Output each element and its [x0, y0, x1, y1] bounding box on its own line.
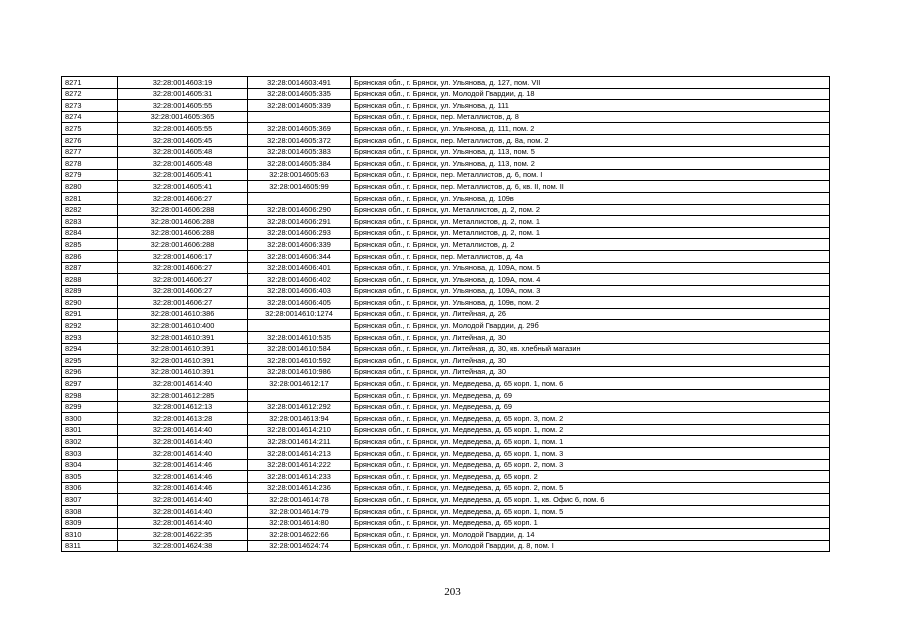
- object-cadastral-number-cell: 32:28:0014605:372: [248, 134, 351, 146]
- object-cadastral-number-cell: 32:28:0014605:63: [248, 169, 351, 181]
- object-cadastral-number-cell: 32:28:0014605:335: [248, 88, 351, 100]
- object-cadastral-number-cell: 32:28:0014605:339: [248, 100, 351, 112]
- parcel-cadastral-number-cell: 32:28:0014610:391: [118, 355, 248, 367]
- address-cell: Брянская обл., г. Брянск, ул. Металлистов, д. 2: [351, 239, 830, 251]
- address-cell: Брянская обл., г. Брянск, ул. Ульянова, д. 111: [351, 100, 830, 112]
- row-number-cell: 8287: [62, 262, 118, 274]
- table-row: [62, 262, 830, 274]
- object-cadastral-number-cell: 32:28:0014605:99: [248, 181, 351, 193]
- object-cadastral-number-cell: 32:28:0014612:17: [248, 378, 351, 390]
- row-number-cell: 8280: [62, 181, 118, 193]
- parcel-cadastral-number-cell: 32:28:0014603:19: [118, 77, 248, 89]
- table-row: [62, 134, 830, 146]
- parcel-cadastral-number-cell: 32:28:0014606:27: [118, 297, 248, 309]
- row-number-cell: 8303: [62, 448, 118, 460]
- row-number-cell: 8298: [62, 390, 118, 402]
- row-number-cell: 8275: [62, 123, 118, 135]
- address-cell: Брянская обл., г. Брянск, ул. Литейная, д. 30: [351, 366, 830, 378]
- table-row: [62, 320, 830, 332]
- table-row: [62, 181, 830, 193]
- row-number-cell: 8304: [62, 459, 118, 471]
- register-table: [61, 76, 830, 552]
- object-cadastral-number-cell: 32:28:0014610:1274: [248, 308, 351, 320]
- row-number-cell: 8310: [62, 529, 118, 541]
- address-cell: Брянская обл., г. Брянск, ул. Ульянова, д. 109А, пом. 3: [351, 285, 830, 297]
- table-row: [62, 413, 830, 425]
- address-cell: Брянская обл., г. Брянск, ул. Медведева, д. 65 корп. 3, пом. 2: [351, 413, 830, 425]
- object-cadastral-number-cell: 32:28:0014610:584: [248, 343, 351, 355]
- table-row: [62, 401, 830, 413]
- address-cell: Брянская обл., г. Брянск, ул. Ульянова, д. 109А, пом. 4: [351, 274, 830, 286]
- parcel-cadastral-number-cell: 32:28:0014606:288: [118, 204, 248, 216]
- address-cell: Брянская обл., г. Брянск, ул. Ульянова, д. 109в, пом. 2: [351, 297, 830, 309]
- address-cell: Брянская обл., г. Брянск, ул. Литейная, д. 30, кв. хлебный магазин: [351, 343, 830, 355]
- parcel-cadastral-number-cell: 32:28:0014605:48: [118, 158, 248, 170]
- row-number-cell: 8277: [62, 146, 118, 158]
- parcel-cadastral-number-cell: 32:28:0014606:27: [118, 274, 248, 286]
- address-cell: Брянская обл., г. Брянск, ул. Медведева, д. 65 корп. 1, пом. 6: [351, 378, 830, 390]
- row-number-cell: 8271: [62, 77, 118, 89]
- row-number-cell: 8276: [62, 134, 118, 146]
- row-number-cell: 8278: [62, 158, 118, 170]
- address-cell: Брянская обл., г. Брянск, ул. Медведева, д. 65 корп. 1, пом. 2: [351, 424, 830, 436]
- parcel-cadastral-number-cell: 32:28:0014605:48: [118, 146, 248, 158]
- object-cadastral-number-cell: 32:28:0014606:290: [248, 204, 351, 216]
- parcel-cadastral-number-cell: 32:28:0014606:27: [118, 192, 248, 204]
- object-cadastral-number-cell: 32:28:0014603:491: [248, 77, 351, 89]
- address-cell: Брянская обл., г. Брянск, пер. Металлистов, д. 6, пом. I: [351, 169, 830, 181]
- object-cadastral-number-cell: 32:28:0014605:384: [248, 158, 351, 170]
- parcel-cadastral-number-cell: 32:28:0014610:386: [118, 308, 248, 320]
- parcel-cadastral-number-cell: 32:28:0014610:391: [118, 332, 248, 344]
- parcel-cadastral-number-cell: 32:28:0014614:46: [118, 471, 248, 483]
- address-cell: Брянская обл., г. Брянск, ул. Медведева, д. 69: [351, 390, 830, 402]
- row-number-cell: 8282: [62, 204, 118, 216]
- parcel-cadastral-number-cell: 32:28:0014605:45: [118, 134, 248, 146]
- address-cell: Брянская обл., г. Брянск, ул. Молодой Гвардии, д. 29б: [351, 320, 830, 332]
- table-row: [62, 436, 830, 448]
- row-number-cell: 8307: [62, 494, 118, 506]
- object-cadastral-number-cell: 32:28:0014606:401: [248, 262, 351, 274]
- table-row: [62, 517, 830, 529]
- row-number-cell: 8300: [62, 413, 118, 425]
- parcel-cadastral-number-cell: 32:28:0014614:40: [118, 436, 248, 448]
- row-number-cell: 8284: [62, 227, 118, 239]
- parcel-cadastral-number-cell: 32:28:0014606:288: [118, 239, 248, 251]
- parcel-cadastral-number-cell: 32:28:0014605:31: [118, 88, 248, 100]
- address-cell: Брянская обл., г. Брянск, ул. Медведева, д. 65 корп. 1, пом. 3: [351, 448, 830, 460]
- address-cell: Брянская обл., г. Брянск, ул. Литейная, д. 30: [351, 332, 830, 344]
- table-row: [62, 378, 830, 390]
- address-cell: Брянская обл., г. Брянск, ул. Литейная, д. 30: [351, 355, 830, 367]
- parcel-cadastral-number-cell: 32:28:0014610:391: [118, 366, 248, 378]
- row-number-cell: 8292: [62, 320, 118, 332]
- object-cadastral-number-cell: 32:28:0014606:293: [248, 227, 351, 239]
- row-number-cell: 8294: [62, 343, 118, 355]
- object-cadastral-number-cell: 32:28:0014606:291: [248, 216, 351, 228]
- address-cell: Брянская обл., г. Брянск, ул. Ульянова, д. 113, пом. 2: [351, 158, 830, 170]
- address-cell: Брянская обл., г. Брянск, ул. Медведева, д. 65 корп. 2, пом. 5: [351, 482, 830, 494]
- table-row: [62, 471, 830, 483]
- address-cell: Брянская обл., г. Брянск, ул. Медведева, д. 65 корп. 1, пом. 1: [351, 436, 830, 448]
- parcel-cadastral-number-cell: 32:28:0014614:40: [118, 424, 248, 436]
- table-row: [62, 123, 830, 135]
- object-cadastral-number-cell: 32:28:0014606:405: [248, 297, 351, 309]
- object-cadastral-number-cell: 32:28:0014606:403: [248, 285, 351, 297]
- object-cadastral-number-cell: 32:28:0014614:80: [248, 517, 351, 529]
- table-row: [62, 343, 830, 355]
- parcel-cadastral-number-cell: 32:28:0014614:40: [118, 494, 248, 506]
- row-number-cell: 8309: [62, 517, 118, 529]
- address-cell: Брянская обл., г. Брянск, пер. Металлистов, д. 8а, пом. 2: [351, 134, 830, 146]
- row-number-cell: 8289: [62, 285, 118, 297]
- table-row: [62, 424, 830, 436]
- parcel-cadastral-number-cell: 32:28:0014606:288: [118, 227, 248, 239]
- object-cadastral-number-cell: 32:28:0014614:222: [248, 459, 351, 471]
- row-number-cell: 8273: [62, 100, 118, 112]
- address-cell: Брянская обл., г. Брянск, ул. Молодой Гвардии, д. 14: [351, 529, 830, 541]
- address-cell: Брянская обл., г. Брянск, ул. Литейная, д. 26: [351, 308, 830, 320]
- address-cell: Брянская обл., г. Брянск, ул. Медведева, д. 65 корп. 1, кв. Офис 6, пом. 6: [351, 494, 830, 506]
- address-cell: Брянская обл., г. Брянск, ул. Молодой Гвардии, д. 18: [351, 88, 830, 100]
- object-cadastral-number-cell: [248, 390, 351, 402]
- table-row: [62, 285, 830, 297]
- parcel-cadastral-number-cell: 32:28:0014614:40: [118, 448, 248, 460]
- table-row: [62, 250, 830, 262]
- table-row: [62, 540, 830, 552]
- table-row: [62, 274, 830, 286]
- parcel-cadastral-number-cell: 32:28:0014606:17: [118, 250, 248, 262]
- row-number-cell: 8291: [62, 308, 118, 320]
- parcel-cadastral-number-cell: 32:28:0014622:35: [118, 529, 248, 541]
- row-number-cell: 8306: [62, 482, 118, 494]
- row-number-cell: 8285: [62, 239, 118, 251]
- parcel-cadastral-number-cell: 32:28:0014614:40: [118, 378, 248, 390]
- address-cell: Брянская обл., г. Брянск, ул. Медведева, д. 65 корп. 2, пом. 3: [351, 459, 830, 471]
- parcel-cadastral-number-cell: 32:28:0014605:41: [118, 181, 248, 193]
- row-number-cell: 8311: [62, 540, 118, 552]
- table-row: [62, 494, 830, 506]
- table-row: [62, 448, 830, 460]
- address-cell: Брянская обл., г. Брянск, ул. Ульянова, д. 109в: [351, 192, 830, 204]
- register-table-body: [62, 77, 830, 552]
- object-cadastral-number-cell: 32:28:0014606:402: [248, 274, 351, 286]
- object-cadastral-number-cell: 32:28:0014610:535: [248, 332, 351, 344]
- table-row: [62, 227, 830, 239]
- parcel-cadastral-number-cell: 32:28:0014624:38: [118, 540, 248, 552]
- table-row: [62, 111, 830, 123]
- parcel-cadastral-number-cell: 32:28:0014605:41: [118, 169, 248, 181]
- table-row: [62, 146, 830, 158]
- table-row: [62, 505, 830, 517]
- address-cell: Брянская обл., г. Брянск, ул. Ульянова, д. 111, пом. 2: [351, 123, 830, 135]
- table-row: [62, 308, 830, 320]
- address-cell: Брянская обл., г. Брянск, ул. Ульянова, д. 113, пом. 5: [351, 146, 830, 158]
- table-row: [62, 529, 830, 541]
- parcel-cadastral-number-cell: 32:28:0014614:40: [118, 517, 248, 529]
- table-row: [62, 459, 830, 471]
- row-number-cell: 8281: [62, 192, 118, 204]
- parcel-cadastral-number-cell: 32:28:0014610:400: [118, 320, 248, 332]
- address-cell: Брянская обл., г. Брянск, ул. Металлистов, д. 2, пом. 1: [351, 216, 830, 228]
- object-cadastral-number-cell: 32:28:0014614:213: [248, 448, 351, 460]
- row-number-cell: 8293: [62, 332, 118, 344]
- parcel-cadastral-number-cell: 32:28:0014605:55: [118, 100, 248, 112]
- address-cell: Брянская обл., г. Брянск, ул. Металлистов, д. 2, пом. 1: [351, 227, 830, 239]
- row-number-cell: 8295: [62, 355, 118, 367]
- object-cadastral-number-cell: 32:28:0014612:292: [248, 401, 351, 413]
- address-cell: Брянская обл., г. Брянск, ул. Молодой Гвардии, д. 8, пом. I: [351, 540, 830, 552]
- parcel-cadastral-number-cell: 32:28:0014612:13: [118, 401, 248, 413]
- object-cadastral-number-cell: 32:28:0014605:369: [248, 123, 351, 135]
- table-row: [62, 88, 830, 100]
- parcel-cadastral-number-cell: 32:28:0014614:46: [118, 482, 248, 494]
- object-cadastral-number-cell: 32:28:0014610:986: [248, 366, 351, 378]
- address-cell: Брянская обл., г. Брянск, ул. Металлистов, д. 2, пом. 2: [351, 204, 830, 216]
- object-cadastral-number-cell: 32:28:0014606:339: [248, 239, 351, 251]
- object-cadastral-number-cell: 32:28:0014622:66: [248, 529, 351, 541]
- object-cadastral-number-cell: [248, 320, 351, 332]
- object-cadastral-number-cell: 32:28:0014605:383: [248, 146, 351, 158]
- address-cell: Брянская обл., г. Брянск, пер. Металлистов, д. 8: [351, 111, 830, 123]
- object-cadastral-number-cell: 32:28:0014614:79: [248, 505, 351, 517]
- object-cadastral-number-cell: 32:28:0014614:210: [248, 424, 351, 436]
- object-cadastral-number-cell: [248, 111, 351, 123]
- parcel-cadastral-number-cell: 32:28:0014613:28: [118, 413, 248, 425]
- object-cadastral-number-cell: [248, 192, 351, 204]
- address-cell: Брянская обл., г. Брянск, ул. Медведева, д. 69: [351, 401, 830, 413]
- row-number-cell: 8308: [62, 505, 118, 517]
- object-cadastral-number-cell: 32:28:0014610:592: [248, 355, 351, 367]
- table-row: [62, 332, 830, 344]
- table-row: [62, 366, 830, 378]
- page-number: 203: [444, 586, 461, 598]
- table-row: [62, 216, 830, 228]
- row-number-cell: 8297: [62, 378, 118, 390]
- object-cadastral-number-cell: 32:28:0014614:233: [248, 471, 351, 483]
- row-number-cell: 8301: [62, 424, 118, 436]
- table-row: [62, 297, 830, 309]
- object-cadastral-number-cell: 32:28:0014613:94: [248, 413, 351, 425]
- parcel-cadastral-number-cell: 32:28:0014610:391: [118, 343, 248, 355]
- address-cell: Брянская обл., г. Брянск, ул. Медведева, д. 65 корп. 1: [351, 517, 830, 529]
- parcel-cadastral-number-cell: 32:28:0014605:55: [118, 123, 248, 135]
- parcel-cadastral-number-cell: 32:28:0014614:46: [118, 459, 248, 471]
- parcel-cadastral-number-cell: 32:28:0014606:27: [118, 285, 248, 297]
- table-row: [62, 355, 830, 367]
- object-cadastral-number-cell: 32:28:0014614:236: [248, 482, 351, 494]
- row-number-cell: 8290: [62, 297, 118, 309]
- address-cell: Брянская обл., г. Брянск, ул. Ульянова, д. 127, пом. VII: [351, 77, 830, 89]
- parcel-cadastral-number-cell: 32:28:0014606:288: [118, 216, 248, 228]
- table-row: [62, 169, 830, 181]
- table-row: [62, 77, 830, 89]
- object-cadastral-number-cell: 32:28:0014614:211: [248, 436, 351, 448]
- table-row: [62, 158, 830, 170]
- address-cell: Брянская обл., г. Брянск, ул. Ульянова, д. 109А, пом. 5: [351, 262, 830, 274]
- row-number-cell: 8286: [62, 250, 118, 262]
- object-cadastral-number-cell: 32:28:0014624:74: [248, 540, 351, 552]
- address-cell: Брянская обл., г. Брянск, ул. Медведева, д. 65 корп. 2: [351, 471, 830, 483]
- parcel-cadastral-number-cell: 32:28:0014614:40: [118, 505, 248, 517]
- row-number-cell: 8279: [62, 169, 118, 181]
- object-cadastral-number-cell: 32:28:0014614:78: [248, 494, 351, 506]
- row-number-cell: 8302: [62, 436, 118, 448]
- parcel-cadastral-number-cell: 32:28:0014605:365: [118, 111, 248, 123]
- parcel-cadastral-number-cell: 32:28:0014612:285: [118, 390, 248, 402]
- row-number-cell: 8283: [62, 216, 118, 228]
- table-row: [62, 390, 830, 402]
- address-cell: Брянская обл., г. Брянск, пер. Металлистов, д. 6, кв. II, пом. II: [351, 181, 830, 193]
- row-number-cell: 8274: [62, 111, 118, 123]
- row-number-cell: 8305: [62, 471, 118, 483]
- table-row: [62, 482, 830, 494]
- row-number-cell: 8272: [62, 88, 118, 100]
- table-row: [62, 192, 830, 204]
- table-row: [62, 204, 830, 216]
- object-cadastral-number-cell: 32:28:0014606:344: [248, 250, 351, 262]
- table-row: [62, 100, 830, 112]
- address-cell: Брянская обл., г. Брянск, пер. Металлистов, д. 4а: [351, 250, 830, 262]
- parcel-cadastral-number-cell: 32:28:0014606:27: [118, 262, 248, 274]
- row-number-cell: 8288: [62, 274, 118, 286]
- row-number-cell: 8296: [62, 366, 118, 378]
- table-row: [62, 239, 830, 251]
- row-number-cell: 8299: [62, 401, 118, 413]
- address-cell: Брянская обл., г. Брянск, ул. Медведева, д. 65 корп. 1, пом. 5: [351, 505, 830, 517]
